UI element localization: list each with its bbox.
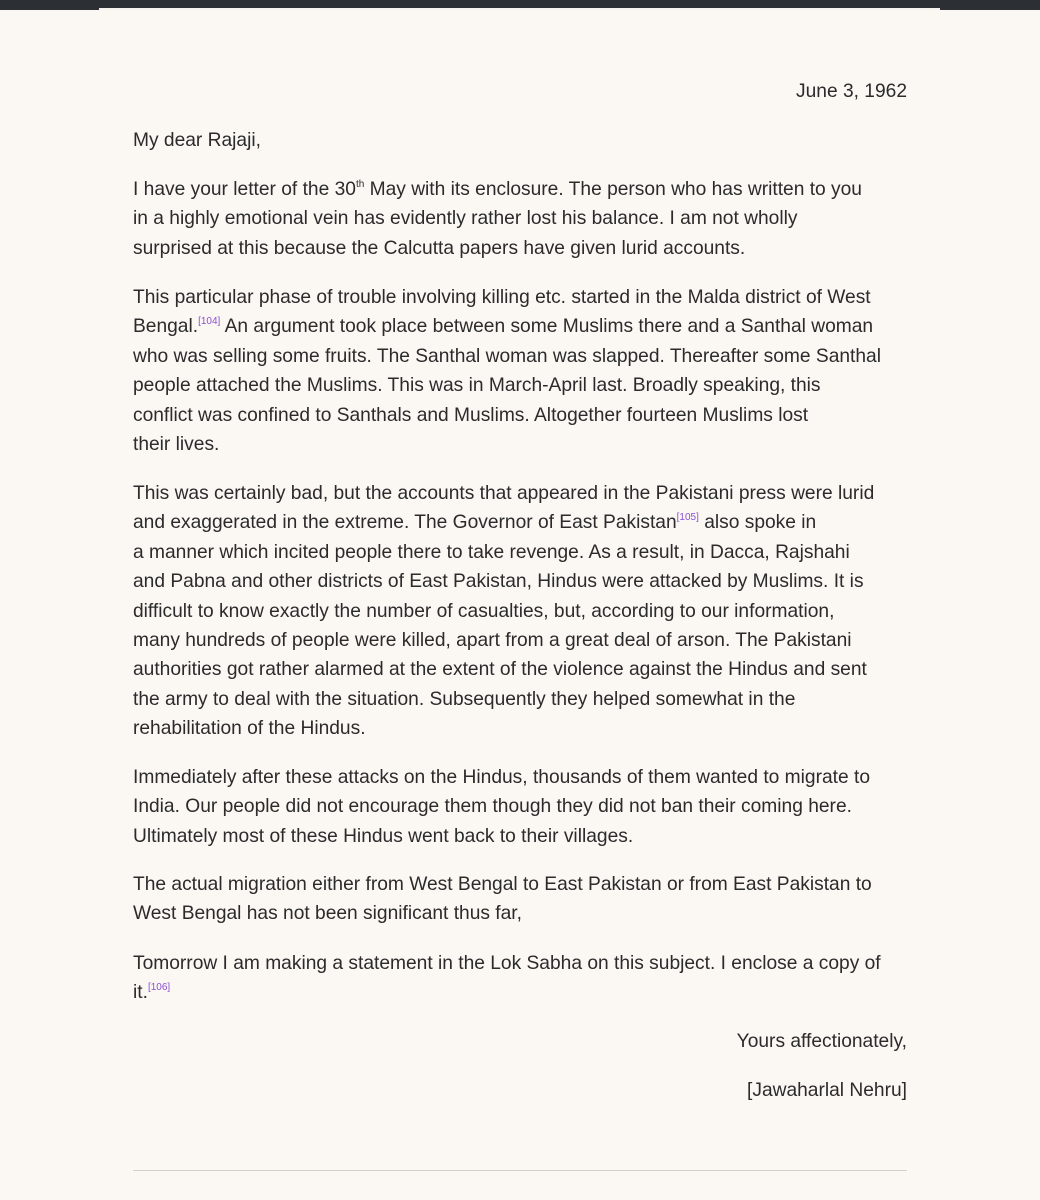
text-run: and exaggerated in the extreme. The Governor of East Pakistan xyxy=(133,512,677,534)
text-line: difficult to know exactly the number of casualties, but, according to our information, xyxy=(133,600,835,622)
text-run: An argument took place between some Muslims there and a Santhal woman xyxy=(220,316,874,338)
text-line: West Bengal has not been significant thus far, xyxy=(133,903,522,925)
ordinal-superscript: th xyxy=(355,179,365,190)
paragraph-1 xyxy=(133,175,907,263)
letter-date: June 3, 1962 xyxy=(796,81,907,102)
text-line: The actual migration either from West Bengal to East Pakistan or from East Pakistan to xyxy=(133,874,872,895)
text-line xyxy=(133,312,907,341)
text-line: rehabilitation of the Hindus. xyxy=(133,718,366,740)
paragraph-4 xyxy=(133,763,907,851)
text-line: people attached the Muslims. This was in March-April last. Broadly speaking, this xyxy=(133,375,821,397)
text-line: a manner which incited people there to take revenge. As a result, in Dacca, Rajshahi xyxy=(133,541,850,563)
text-run: Bengal. xyxy=(133,316,199,338)
text-line: conflict was confined to Santhals and Muslims. Altogether fourteen Muslims lost xyxy=(133,404,809,426)
footnote-ref-106[interactable]: [106] xyxy=(147,982,171,994)
text-line: and Pabna and other districts of East Pakistan, Hindus were attacked by Muslims. It is xyxy=(133,571,864,593)
text-line: India. Our people did not encourage them though they did not ban their coming here. xyxy=(133,796,852,818)
footnote-ref-105[interactable]: [105] xyxy=(676,512,699,524)
text-run: also spoke in xyxy=(698,512,817,534)
text-line: Immediately after these attacks on the Hindus, thousands of them wanted to migrate to xyxy=(133,767,870,788)
paragraph-2 xyxy=(133,283,907,459)
text-line: This was certainly bad, but the accounts that appeared in the Pakistani press were lurid xyxy=(133,483,875,504)
text-line: surprised at this because the Calcutta papers have given lurid accounts. xyxy=(133,237,746,259)
top-bar xyxy=(0,0,1040,10)
text-line: This particular phase of trouble involving killing etc. started in the Malda district of West xyxy=(133,287,871,308)
paragraph-5 xyxy=(133,870,907,929)
text-run: May with its enclosure. The person who has written to you xyxy=(364,179,862,200)
text-line: in a highly emotional vein has evidently rather lost his balance. I am not wholly xyxy=(133,208,798,230)
text-run: I have your letter of the 30 xyxy=(133,179,356,200)
closing: Yours affectionately, xyxy=(736,1031,907,1052)
paragraph-6 xyxy=(133,949,907,1008)
bottom-divider xyxy=(133,1170,907,1171)
text-line xyxy=(133,508,907,537)
text-line: many hundreds of people were killed, apart from a great deal of arson. The Pakistani xyxy=(133,630,852,652)
text-line: Ultimately most of these Hindus went back to their villages. xyxy=(133,825,634,847)
paragraph-3 xyxy=(133,479,907,744)
text-run: it. xyxy=(133,982,148,1004)
text-line xyxy=(133,978,907,1007)
salutation: My dear Rajaji, xyxy=(133,130,261,151)
text-line: their lives. xyxy=(133,434,220,456)
text-line xyxy=(133,175,907,204)
text-line: Tomorrow I am making a statement in the Lok Sabha on this subject. I enclose a copy of xyxy=(133,953,881,974)
text-line: the army to deal with the situation. Subsequently they helped somewhat in the xyxy=(133,688,796,710)
text-line: who was selling some fruits. The Santhal woman was slapped. Thereafter some Santhal xyxy=(133,345,881,367)
footnote-ref-104[interactable]: [104] xyxy=(198,316,221,328)
page-top-edge xyxy=(99,8,940,10)
signature: [Jawaharlal Nehru] xyxy=(747,1080,907,1101)
text-line: authorities got rather alarmed at the extent of the violence against the Hindus and sent xyxy=(133,659,867,681)
